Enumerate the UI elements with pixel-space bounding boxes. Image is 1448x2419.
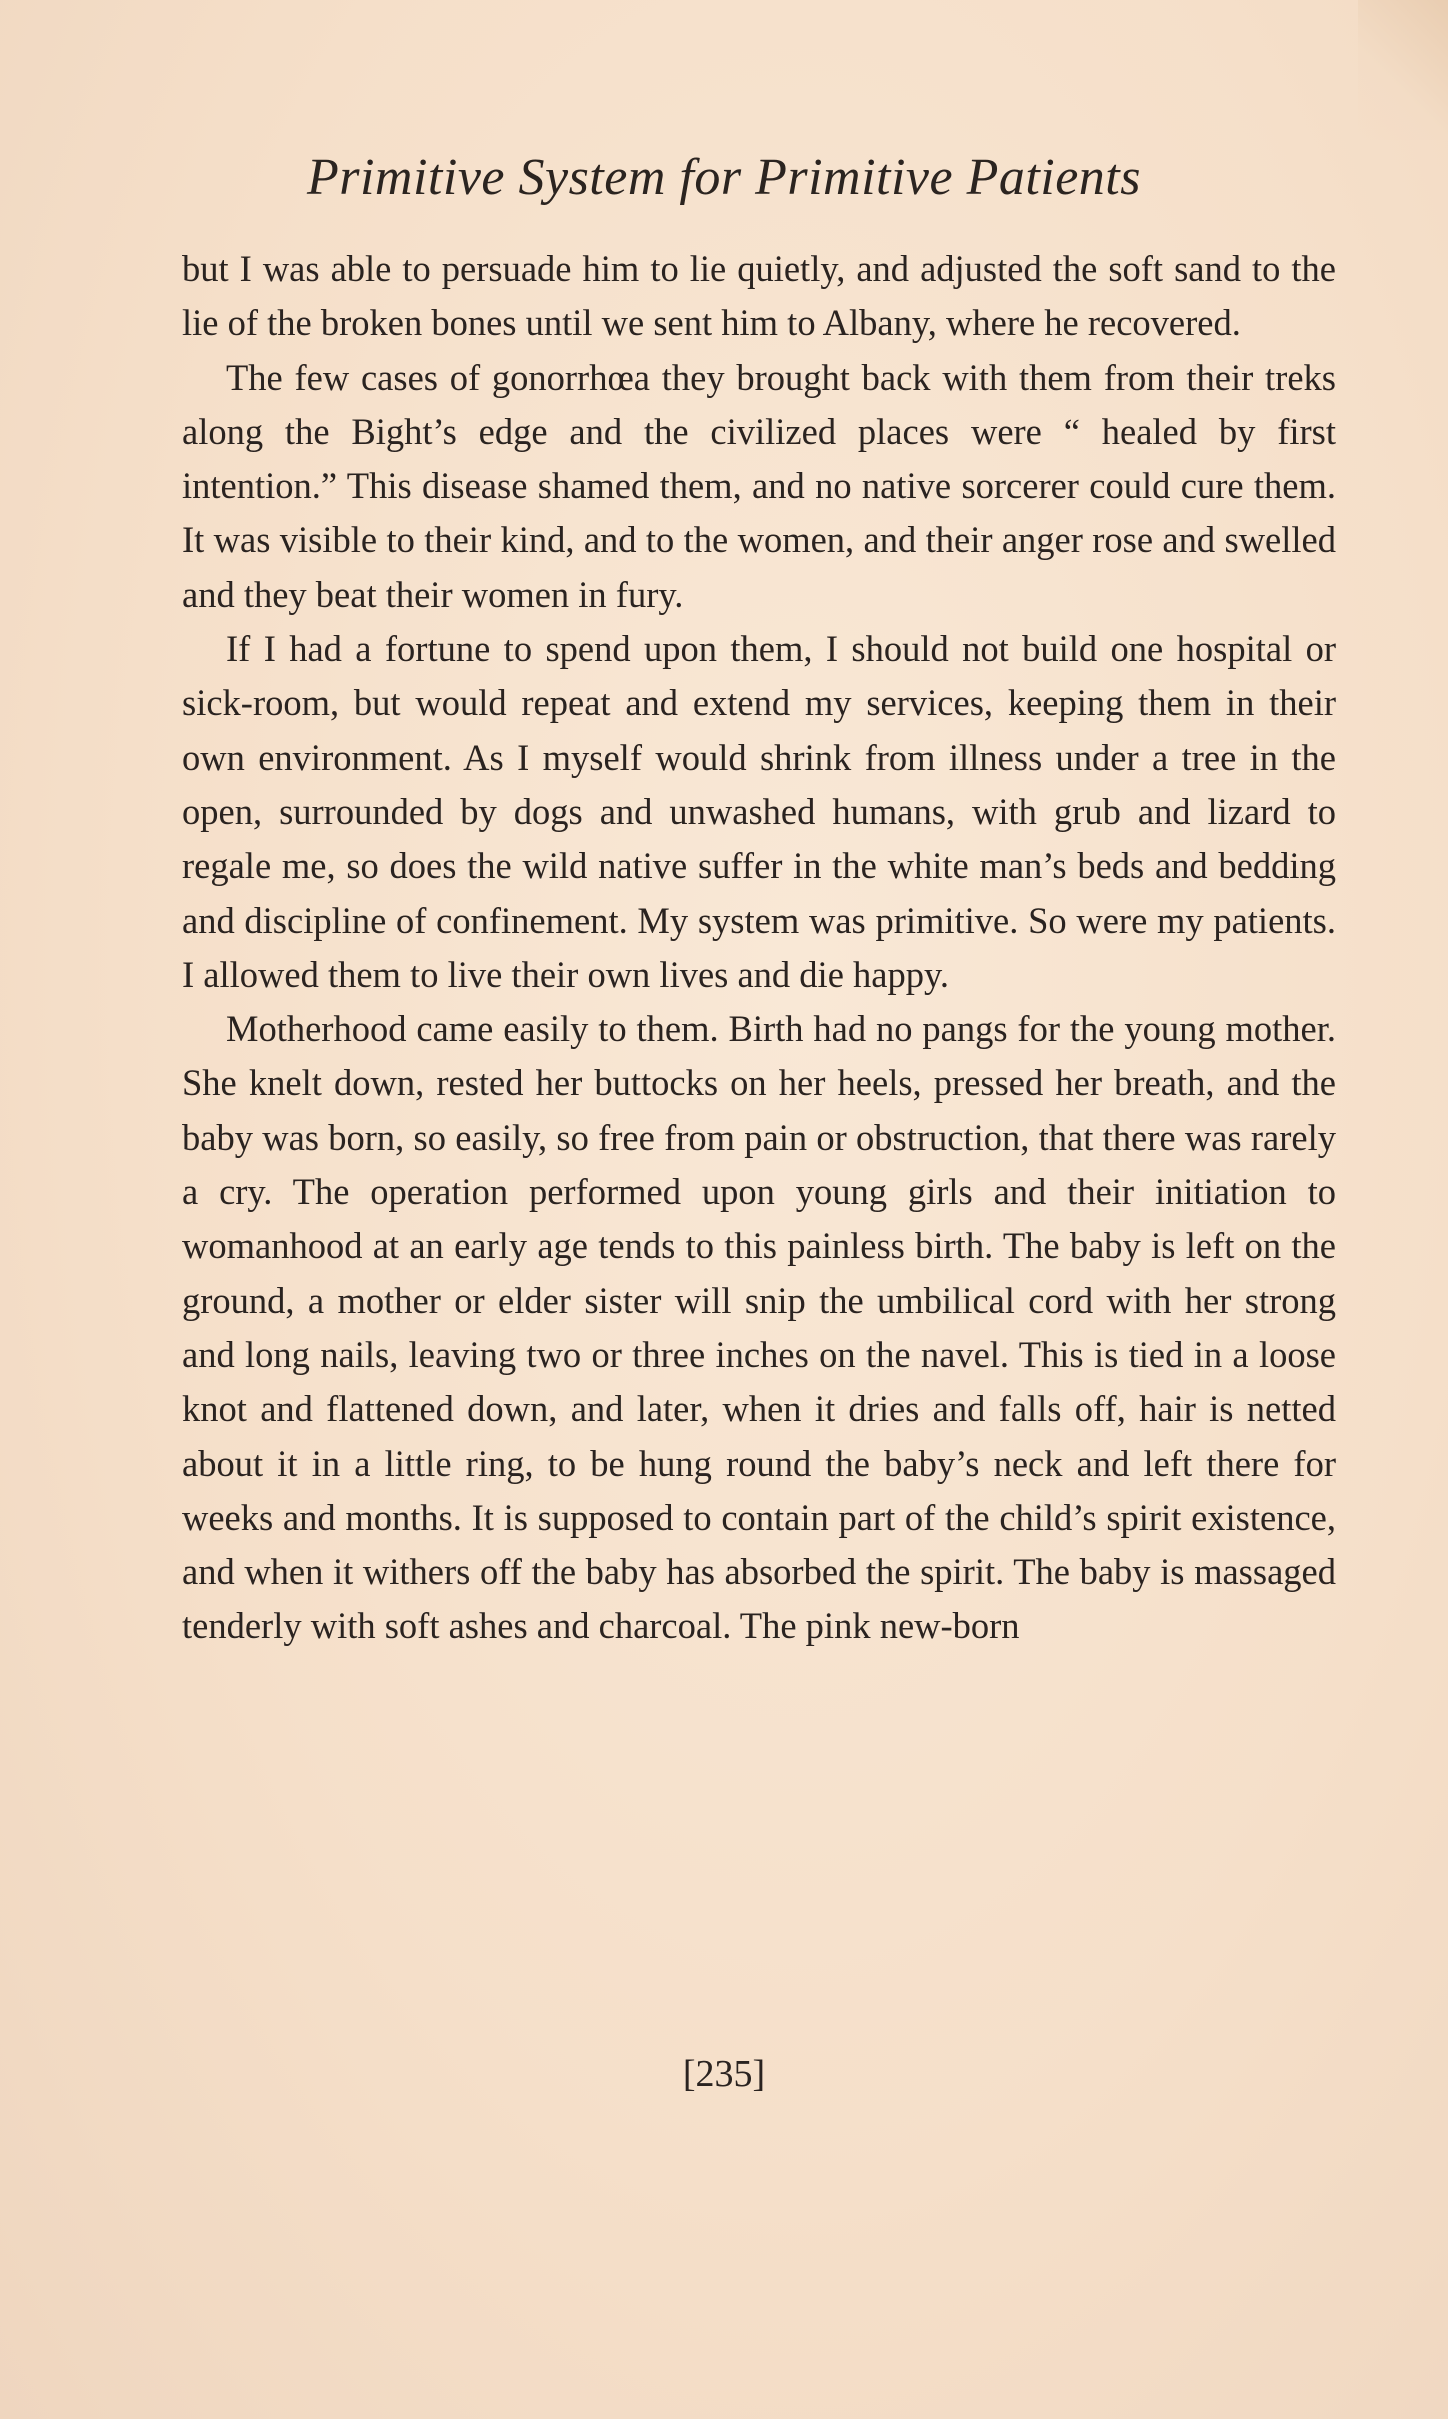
body-text bbox=[182, 242, 1336, 1654]
paragraph-4: Motherhood came easily to them. Birth had no pangs for the young mother. She knelt down, rested her buttocks on her heels, pressed her breath, and the baby was born, so easily, so free from pain or obstruction, that there was rarely a cry. The operation performed upon young girls and their initiation to womanhood at an early age tends to this painless birth. The baby is left on the ground, a mother or elder sister will snip the umbilical cord with her strong and long nails, leaving two or three inches on the navel. This is tied in a loose knot and flattened down, and later, when it dries and falls off, hair is netted about it in a little ring, to be hung round the baby’s neck and left there for weeks and months. It is supposed to contain part of the child’s spirit existence, and when it withers off the baby has absorbed the spirit. The baby is massaged tenderly with soft ashes and charcoal. The pink new-born bbox=[182, 1008, 1336, 1647]
paragraph-3: If I had a fortune to spend upon them, I should not build one hospital or sick-room, but would repeat and extend my services, keeping them in their own environment. As I myself would shrink from illness under a tree in the open, surrounded by dogs and unwashed humans, with grub and lizard to regale me, so does the wild native suffer in the white man’s beds and bedding and discipline of confinement. My system was primitive. So were my patients. I allowed them to live their own lives and die happy. bbox=[182, 628, 1336, 995]
running-head: Primitive System for Primitive Patients bbox=[306, 149, 1141, 206]
paragraph-2: The few cases of gonorrhœa they brought back with them from their treks along the Bight’s edge and the civilized places were “ healed by first intention.” This disease shamed them, and no native sorcerer could cure them. It was visible to their kind, and to the women, and their anger rose and swelled and they beat their women in fury. bbox=[182, 356, 1336, 615]
paragraph-1: but I was able to persuade him to lie quietly, and adjusted the soft sand to the lie of the broken bones until we sent him to Albany, where he recovered. bbox=[182, 248, 1336, 344]
page-number: [235] bbox=[682, 2053, 766, 2095]
page-corner-shading bbox=[1358, 0, 1448, 140]
